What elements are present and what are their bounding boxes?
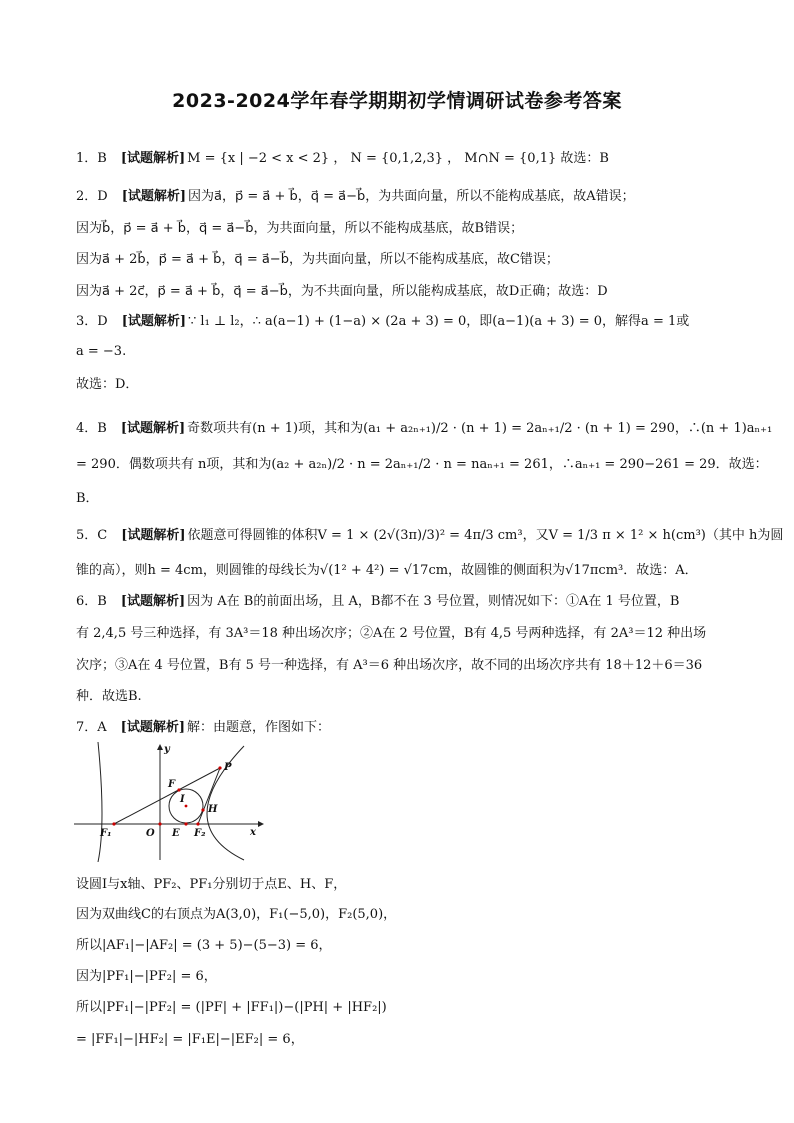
question-number: 4．B <box>76 421 107 436</box>
answer-line <box>76 562 698 580</box>
analysis-tag: [试题解析] <box>121 314 187 329</box>
solution-line: 所以|AF₁|−|AF₂| = (3 + 5)−(5−3) = 6， <box>76 938 332 953</box>
analysis-tag: [试题解析] <box>121 528 186 543</box>
answer-line <box>76 593 679 611</box>
answer-text: 故选：D． <box>76 377 139 392</box>
line-pf2 <box>198 768 220 824</box>
answer-line <box>76 343 126 361</box>
label-f: F <box>168 779 176 790</box>
answer-text: M = {x | −2 < x < 2} ， N = {0,1,2,3} ， M∩N = {0,1} 故选：B <box>187 151 609 166</box>
answer-text: 因为a⃗，p⃗ = a⃗ + b⃗，q⃗ = a⃗−b⃗，为共面向量，所以不能构成基底，故A错误； <box>188 189 635 204</box>
point-o <box>158 822 161 825</box>
solution-line: 所以|PF₁|−|PF₂| = (|PF| + |FF₁|)−(|PH| + |HF₂|) <box>76 1000 387 1015</box>
answer-line <box>76 420 772 438</box>
answer-line <box>76 313 689 331</box>
solution-line: = |FF₁|−|HF₂| = |F₁E|−|EF₂| = 6， <box>76 1032 304 1047</box>
answer-text: 因为 A在 B的前面出场，且 A，B都不在 3 号位置，则情况如下：①A在 1 号位置，B <box>187 594 680 609</box>
answer-text: 次序；③A在 4 号位置，B有 5 号一种选择，有 A³＝6 种出场次序，故不同的出场次序共有 18＋12＋6＝36 <box>76 658 703 673</box>
answer-line <box>76 688 142 706</box>
answer-text: 因为a⃗ + 2b⃗，p⃗ = a⃗ + b⃗，q⃗ = a⃗−b⃗，为共面向量，所以不能构成基底，故C错误； <box>76 252 559 267</box>
answer-text: 锥的高），则h = 4cm，则圆锥的母线长为√(1² + 4²) = √17cm，故圆锥的侧面积为√17πcm³．故选：A． <box>76 563 698 578</box>
hyperbola-figure <box>74 742 266 862</box>
analysis-tag: [试题解析] <box>120 594 186 609</box>
question-number: 1．B <box>76 151 107 166</box>
answer-text: B． <box>76 491 99 506</box>
label-f2: F₂ <box>194 828 206 839</box>
label-o: O <box>146 828 155 839</box>
label-f1: F₁ <box>100 828 112 839</box>
point-f2 <box>196 822 199 825</box>
answer-text: 奇数项共有(n + 1)项，其和为(a₁ + a₂ₙ₊₁)/2 · (n + 1) = 2aₙ₊₁/2 · (n + 1) = 290，∴(n + 1)aₙ₊₁ <box>187 421 773 436</box>
question-number: 6．B <box>76 594 107 609</box>
question-number: 7．A <box>76 720 107 735</box>
label-e: E <box>172 828 180 839</box>
label-i: I <box>180 794 185 805</box>
label-y: y <box>164 744 170 755</box>
answer-text: ∵ l₁ ⊥ l₂，∴ a(a−1) + (1−a) × (2a + 3) = 0，即(a−1)(a + 3) = 0，解得a = 1或 <box>188 314 690 329</box>
point-p <box>218 766 221 769</box>
answer-line <box>76 625 706 643</box>
analysis-tag: [试题解析] <box>120 720 185 735</box>
answer-text: = 290．偶数项共有 n项，其和为(a₂ + a₂ₙ)/2 · n = 2aₙ₊₁/2 · n = naₙ₊₁ = 261，∴aₙ₊₁ = 290−261 = 29．故选： <box>76 457 768 472</box>
analysis-tag: [试题解析] <box>121 189 187 204</box>
answer-text: 种．故选B. <box>76 689 142 704</box>
question-number: 2．D <box>76 189 108 204</box>
answer-line <box>76 657 702 675</box>
label-h: H <box>208 804 218 815</box>
y-axis-arrow <box>157 744 163 750</box>
point-i <box>185 805 188 808</box>
answer-line <box>76 490 99 508</box>
analysis-tag: [试题解析] <box>120 421 186 436</box>
answer-text: 有 2,4,5 号三种选择，有 3A³＝18 种出场次序；②A在 2 号位置，B有 4,5 号两种选择，有 2A³＝12 种出场 <box>76 626 707 641</box>
solution-line: 设圆I与x轴、PF₂、PF₁分别切于点E、H、F， <box>76 877 347 892</box>
label-p: P <box>224 762 232 773</box>
point-h <box>201 808 204 811</box>
answer-line <box>76 188 635 206</box>
solution-line: 因为双曲线C的右顶点为A(3,0)，F₁(−5,0)，F₂(5,0)， <box>76 907 397 922</box>
point-f <box>177 788 180 791</box>
analysis-tag: [试题解析] <box>120 151 186 166</box>
answer-line <box>76 251 559 269</box>
answer-text: 依题意可得圆锥的体积V = 1 × (2√(3π)/3)² = 4π/3 cm³，又V = 1/3 π × 1² × h(cm³)（其中 h为圆 <box>187 528 784 543</box>
question-number: 5．C <box>76 528 108 543</box>
answer-line <box>76 456 768 474</box>
page-title: 2023-2024学年春学期期初学情调研试卷参考答案 <box>172 90 622 112</box>
answer-line <box>76 376 138 394</box>
answer-line <box>76 150 609 168</box>
question-number: 3．D <box>76 314 108 329</box>
x-axis-arrow <box>258 821 264 827</box>
answer-line <box>76 527 783 545</box>
point-e <box>184 822 187 825</box>
line-pf1 <box>114 768 220 824</box>
answer-line <box>76 719 330 737</box>
label-x: x <box>250 827 256 838</box>
answer-text: 因为b⃗，p⃗ = a⃗ + b⃗，q⃗ = a⃗−b⃗，为共面向量，所以不能构成基底，故B错误； <box>76 221 524 236</box>
answer-text: a = −3. <box>76 344 127 359</box>
point-f1 <box>112 822 115 825</box>
answer-text: 因为a⃗ + 2c⃗，p⃗ = a⃗ + b⃗，q⃗ = a⃗−b⃗，为不共面向量，所以能构成基底，故D正确；故选：D <box>76 284 608 299</box>
hyperbola-left-branch <box>98 742 102 862</box>
answer-line <box>76 220 523 238</box>
answer-line <box>76 283 608 301</box>
solution-line: 因为|PF₁|−|PF₂| = 6， <box>76 969 217 984</box>
answer-text: 解：由题意，作图如下： <box>186 720 330 735</box>
